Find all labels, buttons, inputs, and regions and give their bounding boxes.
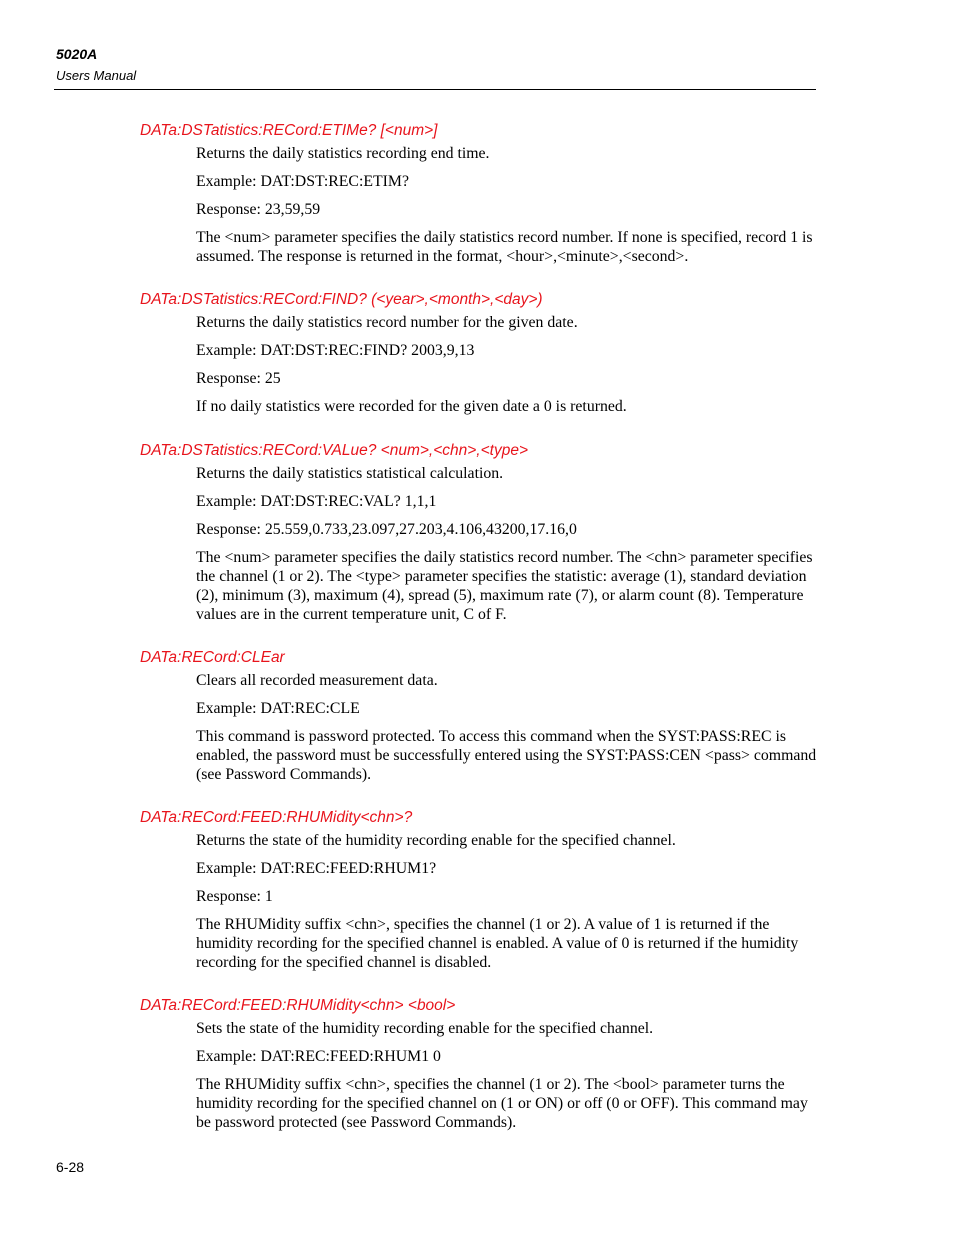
command-section xyxy=(140,121,820,275)
command-description xyxy=(196,464,820,624)
response-paragraph: Response: 23,59,59 xyxy=(196,201,321,218)
example-paragraph: Example: DAT:DST:REC:VAL? 1,1,1 xyxy=(196,493,437,510)
command-section xyxy=(140,441,820,633)
command-description xyxy=(196,144,820,266)
description-paragraph: The RHUMidity suffix <chn>, specifies the channel (1 or 2). The <bool> parameter turns the humidity recording for the specified channel on (1 or ON) or off (0 or OFF). This command may be password protected (see Password Commands). xyxy=(196,1076,808,1131)
example-paragraph: Example: DAT:REC:FEED:RHUM1? xyxy=(196,860,437,877)
description-paragraph: Returns the daily statistics recording end time. xyxy=(196,145,490,162)
description-paragraph: Sets the state of the humidity recording enable for the specified channel. xyxy=(196,1020,654,1037)
description-paragraph: The <num> parameter specifies the daily statistics record number. If none is specified, record 1 is assumed. The response is returned in the format, <hour>,<minute>,<second>. xyxy=(196,229,813,265)
command-heading: DATa:RECord:CLEar xyxy=(140,649,285,666)
command-description xyxy=(196,313,820,416)
command-description xyxy=(196,1019,820,1132)
example-paragraph: Example: DAT:REC:FEED:RHUM1 0 xyxy=(196,1048,441,1065)
description-paragraph: Returns the state of the humidity recording enable for the specified channel. xyxy=(196,832,676,849)
example-paragraph: Example: DAT:REC:CLE xyxy=(196,700,360,717)
response-paragraph: Response: 1 xyxy=(196,888,273,905)
header-manual-title: Users Manual xyxy=(56,68,137,83)
command-heading: DATa:DSTatistics:RECord:FIND? (<year>,<month>,<day>) xyxy=(140,291,543,308)
description-paragraph: The RHUMidity suffix <chn>, specifies the channel (1 or 2). A value of 1 is returned if the humidity recording for the specified channel is enabled. A value of 0 is returned if the humidity recording for the specified channel is disabled. xyxy=(196,916,799,971)
description-paragraph: Returns the daily statistics statistical calculation. xyxy=(196,465,504,482)
command-section xyxy=(140,648,820,793)
description-paragraph: The <num> parameter specifies the daily statistics record number. The <chn> parameter specifies the channel (1 or 2). The <type> parameter specifies the statistic: average (1), standard deviation (2), minimum (3), maximum (4), spread (5), maximum rate (7), or alarm count (8). Temperature values are in the current temperature unit, C of F. xyxy=(196,549,813,623)
command-description xyxy=(196,671,820,784)
description-paragraph: Returns the daily statistics record number for the given date. xyxy=(196,314,578,331)
command-heading: DATa:RECord:FEED:RHUMidity<chn> <bool> xyxy=(140,997,456,1014)
command-heading: DATa:RECord:FEED:RHUMidity<chn>? xyxy=(140,809,413,826)
response-paragraph: Response: 25.559,0.733,23.097,27.203,4.106,43200,17.16,0 xyxy=(196,521,577,538)
command-section xyxy=(140,290,820,425)
header-divider xyxy=(54,89,816,90)
header-model: 5020A xyxy=(56,46,98,62)
command-heading: DATa:DSTatistics:RECord:ETIMe? [<num>] xyxy=(140,122,438,139)
response-paragraph: Response: 25 xyxy=(196,370,281,387)
command-heading: DATa:DSTatistics:RECord:VALue? <num>,<chn>,<type> xyxy=(140,442,529,459)
example-paragraph: Example: DAT:DST:REC:FIND? 2003,9,13 xyxy=(196,342,475,359)
description-paragraph: Clears all recorded measurement data. xyxy=(196,672,438,689)
page-number: 6-28 xyxy=(56,1159,85,1175)
command-section xyxy=(140,996,820,1141)
command-section xyxy=(140,808,820,981)
command-description xyxy=(196,831,820,972)
description-paragraph: This command is password protected. To access this command when the SYST:PASS:REC is enabled, the password must be successfully entered using the SYST:PASS:CEN <pass> command (see Password Commands). xyxy=(196,728,817,783)
description-paragraph: If no daily statistics were recorded for the given date a 0 is returned. xyxy=(196,398,627,415)
example-paragraph: Example: DAT:DST:REC:ETIM? xyxy=(196,173,409,190)
